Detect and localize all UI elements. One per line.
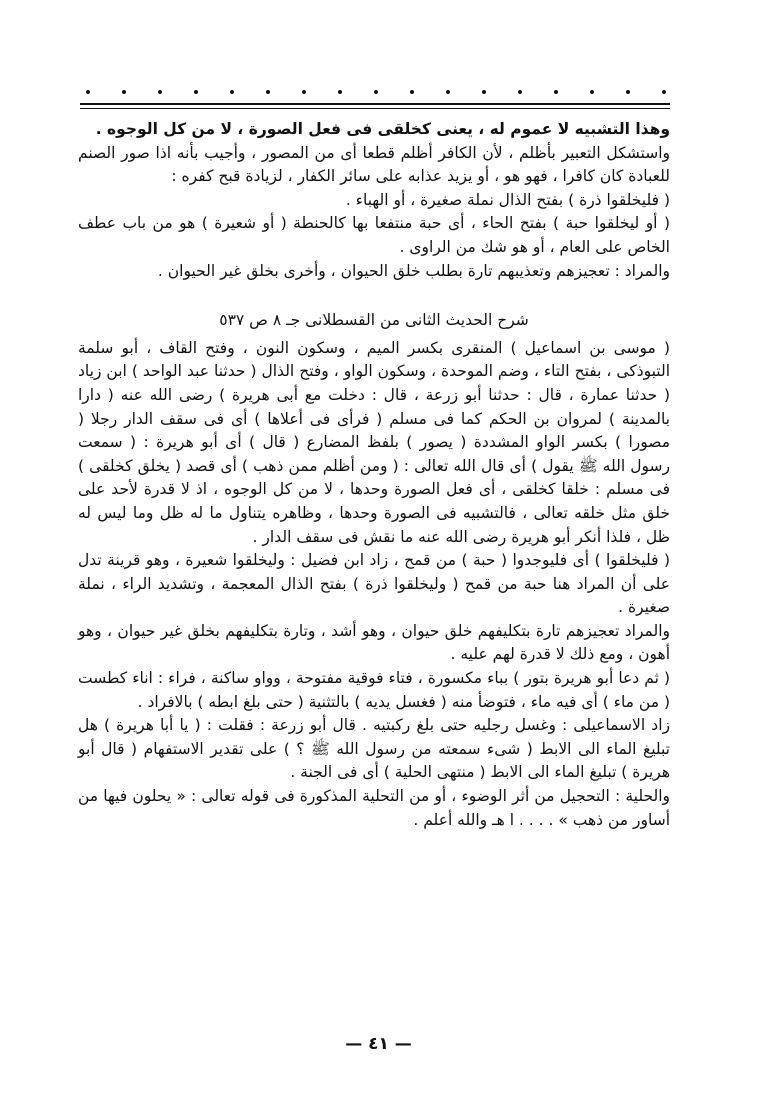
ornament-dot [158, 90, 162, 94]
section-heading: شرح الحديث الثانى من القسطلانى جـ ٨ ص ٥٣٧ [219, 311, 529, 330]
header-rule-thin [80, 108, 670, 109]
ornament-dot [626, 90, 630, 94]
ornament-dot [410, 90, 414, 94]
header-dot-ornament [86, 86, 666, 98]
ornament-dot [446, 90, 450, 94]
ornament-dot [482, 90, 486, 94]
paragraph-ishkal: واستشكل التعبير بأظلم ، لأن الكافر أظلم قطعا أى من المصور ، وأجيب بأنه اذا صور الصنم للعبادة كان كافرا ، فهو هو ، أو يزيد عذابه على سائر الكفار ، لزيادة قبح كفره : [78, 143, 670, 186]
body-text [78, 118, 670, 832]
ornament-dot [122, 90, 126, 94]
ornament-dot [230, 90, 234, 94]
ornament-dot [194, 90, 198, 94]
ornament-dot [374, 90, 378, 94]
header-rule [80, 103, 670, 105]
page-number: — ٤١ — [345, 1034, 412, 1054]
paragraph-dharra: ( فليخلقوا ذرة ) بفتح الذال نملة صغيرة ، أو الهباء . [345, 190, 670, 209]
ornament-dot [590, 90, 594, 94]
ornament-dot [518, 90, 522, 94]
ornament-dot [302, 90, 306, 94]
paragraph-murad: والمراد : تعجيزهم وتعذيبهم تارة بطلب خلق الحيوان ، وأخرى بخلق غير الحيوان . [157, 261, 670, 280]
paragraph-isnad: ( موسى بن اسماعيل ) المنقرى بكسر الميم ، وسكون النون ، وفتح القاف ، أبو سلمة التبوذكى ، بفتح التاء ، وضم الموحدة ، وسكون الواو ، وفتح الذال ( حدثنا عبد الواحد ) ابن زياد ( حدثنا عمارة ، قال : حدثنا أبو زرعة ، قال : دخلت مع أبى هريرة ) رضى الله عنه ( دارا بالمدينة ) لمروان بن الحكم كما فى مسلم ( فرأى فى أعلاها ) أى فى سقف الدار رجلا ( مصورا ) بكسر الواو المشددة ( يصور ) بلفظ المضارع ( قال ) أى أبو هريرة : ( سمعت رسول الله ﷺ يقول ) أى قال الله تعالى : ( ومن أظلم ممن ذهب ) أى قصد ( يخلق كخلقى ) فى مسلم : خلقا كخلقى ، أى فعل الصورة وحدها ، لا من كل الوجوه ، اذ لا قدرة لأحد على خلق مثل خلقه تعالى ، فالتشبيه فى الصورة وحدها ، وظاهره يتناول ما له ظل وما ليس له ظل ، فلذا أنكر أبو هريرة رضى الله عنه ما نقش فى سقف الدار . [78, 338, 670, 546]
paragraph-falyakhluqu: ( فليخلقوا ) أى فليوجدوا ( حبة ) من قمح ، زاد ابن فضيل : وليخلقوا شعيرة ، وهو قرينة تدل على أن المراد هنا حبة من قمح ( وليخلقوا ذرة ) بفتح الذال المعجمة ، وتشديد الراء ، نملة صغيرة . [78, 551, 670, 617]
ornament-dot [266, 90, 270, 94]
ornament-dot [338, 90, 342, 94]
ornament-dot [662, 90, 666, 94]
ornament-dot [86, 90, 90, 94]
paragraph-ismaili: زاد الاسماعيلى : وغسل رجليه حتى بلغ ركبتيه . قال أبو زرعة : فقلت : ( يا أبا هريرة ) هل تبليغ الماء الى الابط ( شىء سمعته من رسول الله ﷺ ؟ ) على تقدير الاستفهام ( قال أبو هريرة ) تبليغ الماء الى الابط ( منتهى الحلية ) أى فى الجنة . [78, 716, 670, 782]
paragraph-tajiz: والمراد تعجيزهم تارة بتكليفهم خلق حيوان ، وهو أشد ، وتارة بتكليفهم بخلق غير حيوان ، وهو أهون ، ومع ذلك لا قدرة لهم عليه . [78, 621, 670, 664]
ornament-dot [554, 90, 558, 94]
paragraph-tawr: ( ثم دعا أبو هريرة بتور ) بباء مكسورة ، فتاء فوقية مفتوحة ، وواو ساكنة ، فراء : اناء كطست ( من ماء ) أى فيه ماء ، فتوضأ منه ( فغسل يديه ) بالتثنية ( حتى بلغ ابطه ) بالافراد . [78, 669, 670, 711]
paragraph-tashbih: وهذا التشبيه لا عموم له ، يعنى كخلقى فى فعل الصورة ، لا من كل الوجوه . [95, 120, 670, 138]
paragraph-hilya: والحلية : التحجيل من أثر الوضوء ، أو من التحلية المذكورة فى قوله تعالى : « يحلون فيها من أساور من ذهب » . . . . ا هـ والله أعلم . [78, 787, 670, 829]
paragraph-habba: ( أو ليخلقوا حبة ) بفتح الحاء ، أى حبة منتفعا بها كالحنطة ( أو شعيرة ) هو من باب عطف الخاص على العام ، أو هو شك من الراوى . [78, 214, 670, 256]
